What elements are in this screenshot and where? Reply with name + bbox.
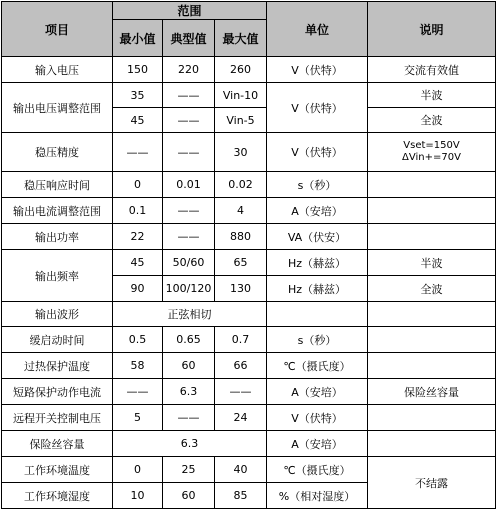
row-note (368, 405, 496, 431)
row-typ: 60 (163, 483, 215, 509)
row-typ: —— (163, 405, 215, 431)
row-min: 0.5 (113, 327, 163, 353)
row-unit: Hz（赫兹） (267, 250, 368, 276)
row-unit: A（安培） (267, 431, 368, 457)
row-min: 45 (113, 108, 163, 133)
row-max: —— (215, 379, 267, 405)
header-max: 最大值 (215, 20, 267, 57)
row-min: 45 (113, 250, 163, 276)
row-note: 全波 (368, 108, 496, 133)
table-header-row (2, 2, 496, 20)
row-min: —— (113, 379, 163, 405)
row-note (368, 224, 496, 250)
spec-table (1, 1, 496, 509)
table-row (2, 224, 496, 250)
row-max: 40 (215, 457, 267, 483)
row-max: Vin-10 (215, 83, 267, 108)
row-max: 85 (215, 483, 267, 509)
row-note (368, 353, 496, 379)
row-note (368, 302, 496, 327)
table-row (2, 133, 496, 172)
row-note (368, 198, 496, 224)
row-note-env: 不结露 (368, 457, 496, 509)
row-min: 10 (113, 483, 163, 509)
header-item: 项目 (2, 2, 113, 57)
header-range: 范围 (113, 2, 267, 20)
row-item: 工作环境湿度 (2, 483, 113, 509)
row-item: 保险丝容量 (2, 431, 113, 457)
header-unit: 单位 (267, 2, 368, 57)
row-min: 0 (113, 172, 163, 198)
row-unit: V（伏特） (267, 405, 368, 431)
note-line-dvin: ΔVin+=70V (402, 152, 461, 163)
row-unit: s（秒） (267, 172, 368, 198)
row-typ: 0.65 (163, 327, 215, 353)
row-item: 输出频率 (2, 250, 113, 302)
row-item: 过热保护温度 (2, 353, 113, 379)
table-row (2, 198, 496, 224)
row-unit: Hz（赫兹） (267, 276, 368, 302)
row-note: 半波 (368, 250, 496, 276)
row-note (368, 327, 496, 353)
table-row (2, 57, 496, 83)
table-row (2, 327, 496, 353)
row-unit: V（伏特） (267, 57, 368, 83)
row-note: 全波 (368, 276, 496, 302)
row-unit: s（秒） (267, 327, 368, 353)
row-max: 30 (215, 133, 267, 172)
table-row (2, 431, 496, 457)
row-typ: 100/120 (163, 276, 215, 302)
row-max: 0.02 (215, 172, 267, 198)
row-unit (267, 302, 368, 327)
row-note (368, 133, 496, 172)
row-min: 0.1 (113, 198, 163, 224)
row-item: 工作环境温度 (2, 457, 113, 483)
row-typ: 6.3 (163, 379, 215, 405)
row-min: 58 (113, 353, 163, 379)
note-line-vset: Vset=150V (403, 140, 460, 151)
row-typ: 220 (163, 57, 215, 83)
header-note: 说明 (368, 2, 496, 57)
table-row (2, 379, 496, 405)
table-row (2, 172, 496, 198)
row-max: Vin-5 (215, 108, 267, 133)
row-item: 稳压精度 (2, 133, 113, 172)
row-typ: —— (163, 108, 215, 133)
row-note: 交流有效值 (368, 57, 496, 83)
row-max: 24 (215, 405, 267, 431)
header-typ: 典型值 (163, 20, 215, 57)
row-range-merged: 6.3 (113, 431, 267, 457)
row-typ: —— (163, 198, 215, 224)
row-item: 输出波形 (2, 302, 113, 327)
row-min: 0 (113, 457, 163, 483)
row-unit: A（安培） (267, 379, 368, 405)
row-item: 稳压响应时间 (2, 172, 113, 198)
row-min: 90 (113, 276, 163, 302)
row-typ: —— (163, 133, 215, 172)
row-min: 150 (113, 57, 163, 83)
row-typ: 50/60 (163, 250, 215, 276)
table-row (2, 83, 496, 108)
row-item: 远程开关控制电压 (2, 405, 113, 431)
row-max: 260 (215, 57, 267, 83)
row-range-merged: 正弦相切 (113, 302, 267, 327)
row-unit: VA（伏安） (267, 224, 368, 250)
row-unit: %（相对湿度） (267, 483, 368, 509)
row-typ: —— (163, 224, 215, 250)
row-min: 5 (113, 405, 163, 431)
row-min: 35 (113, 83, 163, 108)
row-max: 880 (215, 224, 267, 250)
row-typ: 0.01 (163, 172, 215, 198)
row-max: 0.7 (215, 327, 267, 353)
row-item: 缓启动时间 (2, 327, 113, 353)
row-item: 输出电流调整范围 (2, 198, 113, 224)
table-row (2, 353, 496, 379)
table-row (2, 302, 496, 327)
row-unit: V（伏特） (267, 83, 368, 133)
row-note (368, 172, 496, 198)
row-max: 130 (215, 276, 267, 302)
row-max: 65 (215, 250, 267, 276)
row-max: 4 (215, 198, 267, 224)
row-note: 保险丝容量 (368, 379, 496, 405)
row-item: 短路保护动作电流 (2, 379, 113, 405)
row-typ: —— (163, 83, 215, 108)
row-note: 半波 (368, 83, 496, 108)
row-item: 输入电压 (2, 57, 113, 83)
row-max: 66 (215, 353, 267, 379)
row-item: 输出功率 (2, 224, 113, 250)
table-row (2, 405, 496, 431)
row-unit: V（伏特） (267, 133, 368, 172)
row-unit: ℃（摄氏度） (267, 353, 368, 379)
row-item: 输出电压调整范围 (2, 83, 113, 133)
table-row (2, 457, 496, 483)
row-note (368, 431, 496, 457)
row-typ: 25 (163, 457, 215, 483)
header-min: 最小值 (113, 20, 163, 57)
row-min: —— (113, 133, 163, 172)
row-typ: 60 (163, 353, 215, 379)
row-unit: A（安培） (267, 198, 368, 224)
row-unit: ℃（摄氏度） (267, 457, 368, 483)
row-min: 22 (113, 224, 163, 250)
table-row (2, 250, 496, 276)
